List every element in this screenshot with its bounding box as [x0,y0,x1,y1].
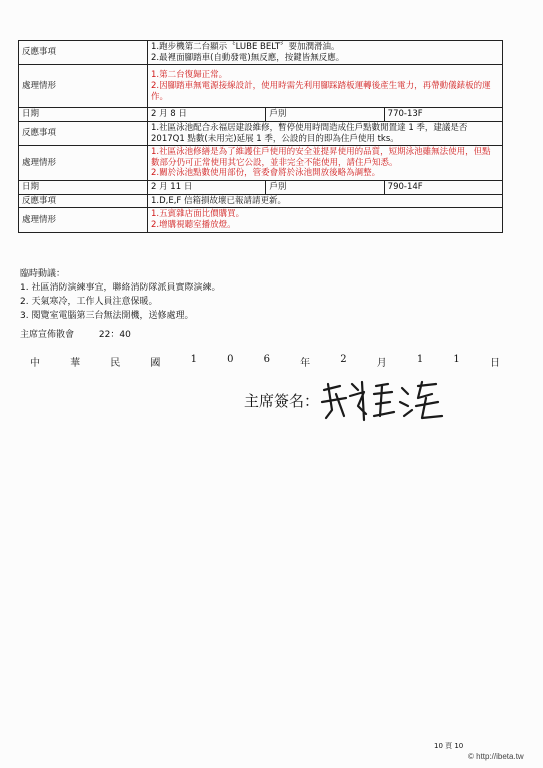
text-line: 2.最裡面腳踏車(自動發電)無反應，按鍵皆無反應。 [151,52,345,63]
date-value: 2 月 8 日 [148,108,266,122]
row-content [148,65,503,108]
text-line: 1.跑步機第二台顯示〝LUBE BELT〞要加潤滑油。 [151,42,340,52]
list-item: 1. 社區消防演練事宜，聯絡消防隊派員實際演練。 [20,283,221,293]
date-char: 中 [30,358,40,369]
date-char: 月 [376,358,387,369]
text-line: 1.第二台復歸正常。 [151,70,228,81]
row-label: 處理情形 [19,208,148,232]
date-char: 2 [340,354,347,365]
text-line: 2.增購視聽室播放燈。 [151,219,236,230]
unit-label: 戶別 [266,181,384,195]
date-char: 日 [489,358,500,369]
row-content [148,41,503,65]
list-item: 2. 天氣寒冷，工作人員注意保暖。 [20,297,158,307]
text-line: 2.因腳踏車無電源接線設計，使用時需先利用腳踩踏板運轉後產生電力，再帶動儀錶板的運作。 [151,80,491,102]
row-content: 1.社區泳池配合永福居建設維修，暫停使用時間造成住戶點數閒置達 1 季，建議是否 2017Q1 點數(未用完)延展 1 季，公設的目的即為住戶使用 tks。 [148,121,503,145]
date-value: 2 月 11 日 [148,181,266,195]
row-label: 反應事項 [19,121,148,145]
extempore-motions [20,267,220,323]
list-item: 3. 閱覽室電腦第三台無法開機，送修處理。 [20,311,194,321]
table-row [19,181,503,195]
page-number: 10 頁 10 [434,742,464,750]
date-line [30,354,500,369]
date-char: 0 [227,354,234,365]
table-row [19,146,503,181]
table-row [19,41,503,65]
date-char: 年 [300,358,311,369]
row-label: 處理情形 [19,146,148,181]
text-line: 1.社區泳池修繕是為了維護住戶使用的安全並提昇使用的品質，短期泳池雖無法使用，但點數部分仍可正常使用其它公設，並非完全不能使用，請住戶知悉。 [151,147,491,168]
signature-label: 主席簽名： [244,392,320,410]
adjourn-label: 主席宣佈散會 [20,330,75,340]
date-char: 國 [150,358,161,369]
table-row [19,65,503,108]
unit-label: 戶別 [266,108,384,122]
date-char: 華 [70,358,81,369]
date-char: 1 [453,354,460,365]
adjourn-time: 22：40 [98,330,131,340]
date-char: 6 [263,354,270,365]
row-content: 1.D,E,F 信箱損故壞已報請請更新。 [148,194,503,208]
row-label: 反應事項 [19,194,148,208]
row-label: 反應事項 [19,41,148,65]
row-content [148,146,503,181]
text-line: 1.五賓雜店面比價購買。 [151,209,245,220]
row-label: 處理情形 [19,65,148,108]
table-row [19,194,503,208]
table-row [19,108,503,122]
adjournment [20,327,131,340]
table-row [19,121,503,145]
handwritten-signature [318,376,448,424]
table-row [19,208,503,232]
date-char: 1 [416,354,424,365]
date-char: 1 [190,354,197,365]
notes-title: 臨時動議： [20,269,66,279]
watermark: © http://ibeta.tw [468,752,524,761]
row-label: 日期 [19,108,148,122]
unit-value: 790-14F [384,181,502,195]
minutes-table [18,40,503,233]
row-content [148,208,503,232]
row-label: 日期 [19,181,148,195]
text-line: 2.關於泳池點數使用部份，管委會將於泳池開放後略為調整。 [151,168,381,179]
unit-value: 770-13F [384,108,502,122]
date-char: 民 [110,358,121,369]
